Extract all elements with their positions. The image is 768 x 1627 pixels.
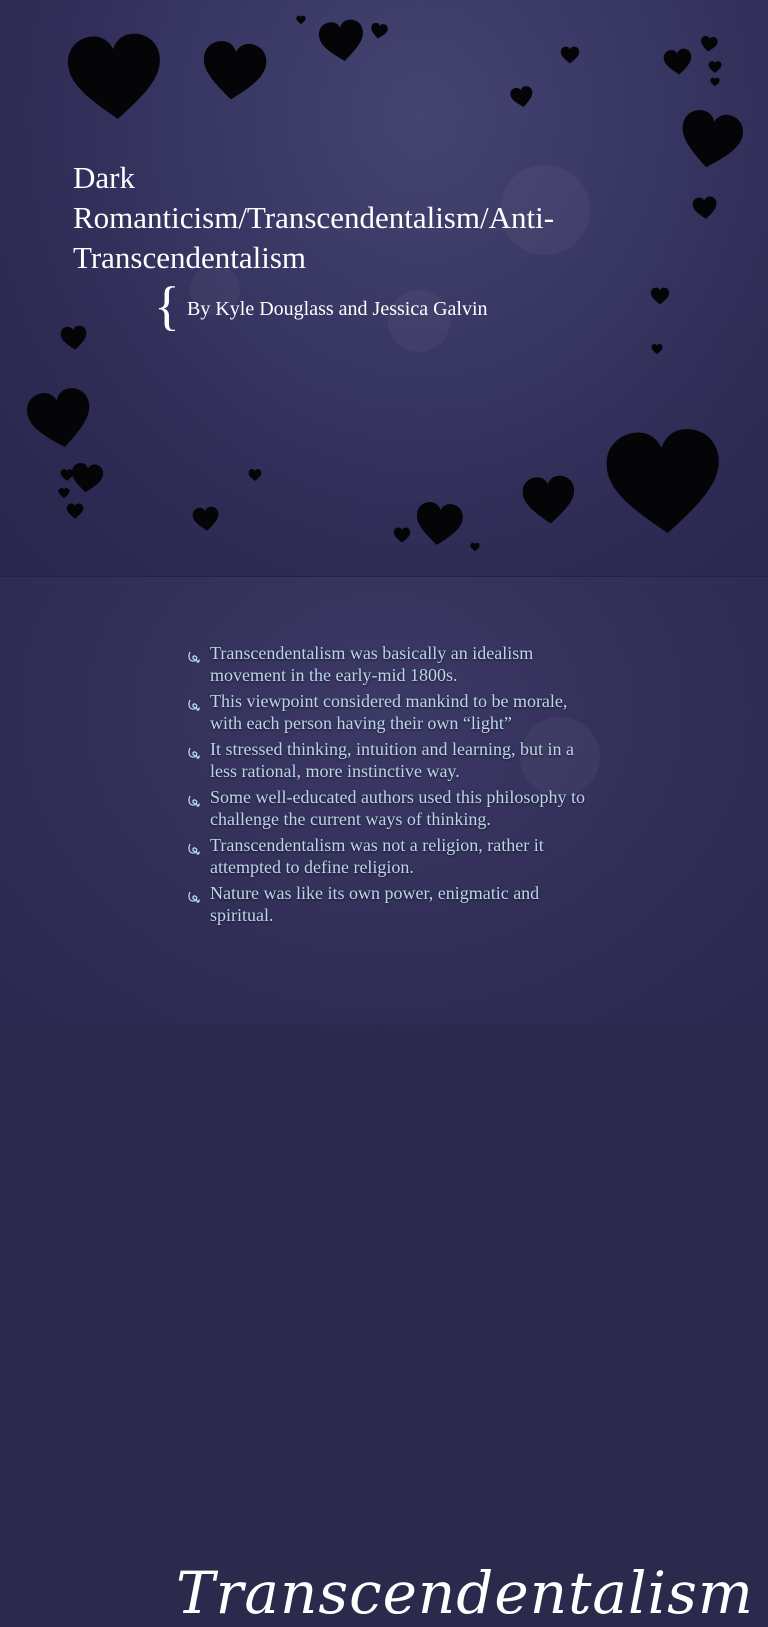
next-slide-title: Transcendentalism [176,1559,754,1627]
heart-icon [21,381,99,458]
heart-icon [248,468,262,482]
heart-icon [68,460,105,495]
bullet-item: Transcendentalism was basically an idealism movement in the early-mid 1800s. [187,642,697,686]
title-line: Dark [73,160,135,195]
heart-icon [197,35,272,108]
heart-icon [710,77,720,87]
heart-icon [519,471,579,529]
title-line: Transcendentalism [73,240,307,275]
curl-arrow-icon [187,839,201,853]
curl-arrow-icon [187,887,201,901]
heart-icon [708,60,722,74]
title-line: Romanticism/Transcendentalism/Anti- [73,200,555,235]
bullet-item: Nature was like its own power, enigmatic and spiritual. [187,882,697,926]
heart-icon [62,25,169,130]
bullet-list [187,642,697,930]
bullet-item: Some well-educated authors used this philosophy to challenge the current ways of thinking. [187,786,697,830]
heart-icon [315,15,369,67]
heart-icon [508,83,536,111]
heart-icon [393,526,411,544]
bullet-item: Transcendentalism was not a religion, rather it attempted to define religion. [187,834,697,878]
curl-arrow-icon [187,743,201,757]
heart-icon [560,45,580,65]
brace-decoration: { [154,276,180,336]
heart-icon [66,502,84,520]
heart-icon [296,15,306,25]
heart-icon [699,34,719,54]
heart-icon [191,504,222,535]
curl-arrow-icon [187,791,201,805]
heart-icon [662,47,695,78]
title-slide [0,0,768,576]
curl-arrow-icon [187,695,201,709]
heart-icon [58,487,70,499]
heart-icon [599,419,729,545]
heart-icon [650,286,670,306]
slide-subtitle: By Kyle Douglass and Jessica Galvin [187,298,488,320]
bullet-item: This viewpoint considered mankind to be morale, with each person having their own “light” [187,690,697,734]
heart-icon [369,21,390,42]
heart-icon [651,343,663,355]
heart-icon [470,542,480,552]
slide-title [73,158,713,278]
curl-arrow-icon [187,647,201,661]
heart-icon [412,498,467,551]
bullet-item: It stressed thinking, intuition and learning, but in a less rational, more instinctive way. [187,738,697,782]
heart-icon [59,324,90,353]
